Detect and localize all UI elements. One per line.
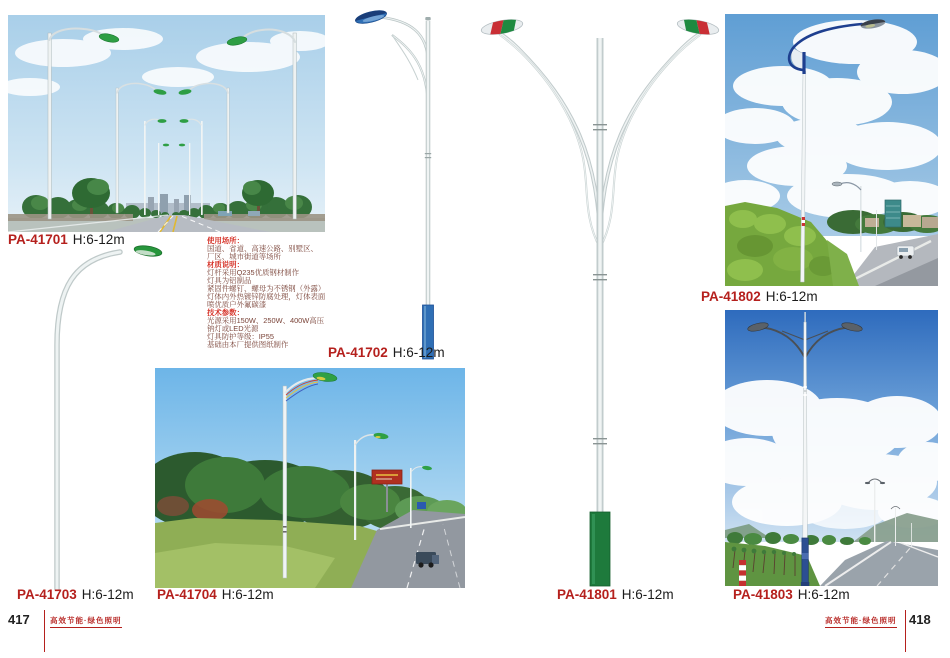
product-height: H:6-12m: [221, 587, 274, 602]
double-arm-lamp: [478, 8, 722, 588]
product-code: PA-41801: [557, 587, 617, 602]
spec-text-block: [207, 237, 343, 349]
product-photo-pa41802: [725, 14, 938, 286]
footer-divider-right: [905, 610, 906, 652]
product-height: H:6-12m: [392, 345, 445, 360]
road: [820, 541, 938, 586]
product-code: PA-41703: [17, 587, 77, 602]
lamp-drawing-pa41702: [350, 5, 460, 360]
product-photo-pa41704: [155, 368, 465, 588]
spec-line: 灯体内外热镀锌防腐处理，灯体表面: [207, 292, 326, 301]
product-label-pa41702: [328, 345, 445, 360]
spec-section-title: 材质说明：: [207, 260, 244, 269]
product-photo-pa41701: [8, 15, 325, 232]
spec-line: 灯具防护等级：IP55: [207, 332, 274, 341]
page-number-left: 417: [8, 612, 30, 627]
product-height: H:6-12m: [72, 232, 125, 247]
roadside-scene: [725, 14, 938, 286]
lamp-head: [354, 8, 388, 26]
spec-line: 喷优质户外氟碳漆: [207, 300, 267, 309]
road-sign: [417, 502, 426, 509]
spec-line: 紧固件螺钉、螺母为不锈钢（外露）: [207, 284, 326, 293]
product-code: PA-41803: [733, 587, 793, 602]
bollard: [739, 560, 746, 586]
spec-line: 基础由本厂提供图纸制作: [207, 340, 289, 349]
arm-scrollwork: [378, 17, 428, 110]
product-height: H:6-12m: [81, 587, 134, 602]
spec-section-title: 使用场所：: [207, 236, 244, 245]
product-label-pa41703: [17, 587, 134, 602]
spec-line: 灯杆采用Q235优质钢材制作: [207, 268, 299, 277]
single-arm-lamp-blue: [350, 5, 460, 360]
spec-line: 国道、省道、高速公路、别墅区、: [207, 244, 318, 253]
highway-scene: [155, 368, 465, 588]
country-road-scene: [725, 310, 938, 586]
spec-section-title: 技术参数：: [207, 308, 244, 317]
product-height: H:6-12m: [765, 289, 818, 304]
product-code: PA-41702: [328, 345, 388, 360]
product-height: H:6-12m: [797, 587, 850, 602]
spec-line: 钠灯或LED光源: [207, 324, 259, 333]
product-code: PA-41802: [701, 289, 761, 304]
avenue-scene: [8, 15, 325, 232]
footer-slogan-right: 高效节能·绿色照明: [825, 615, 897, 628]
product-label-pa41803: [733, 587, 850, 602]
lamp-head: [133, 244, 162, 258]
product-code: PA-41701: [8, 232, 68, 247]
product-label-pa41704: [157, 587, 274, 602]
pole: [425, 17, 431, 305]
pole-and-arm: [57, 252, 120, 589]
grass: [155, 518, 387, 588]
footer-slogan-left: 高效节能·绿色照明: [50, 615, 122, 628]
product-code: PA-41704: [157, 587, 217, 602]
pole-base: [590, 512, 610, 586]
footer-divider-left: [44, 610, 45, 652]
product-photo-pa41803: [725, 310, 938, 586]
product-label-pa41802: [701, 289, 818, 304]
spec-line: 光源采用150W、250W、400W高压: [207, 316, 325, 325]
page-number-right: 418: [909, 612, 931, 627]
product-height: H:6-12m: [621, 587, 674, 602]
pole: [593, 38, 607, 512]
spec-line: 厂区、城市街道等场所: [207, 252, 281, 261]
product-label-pa41801: [557, 587, 674, 602]
clouds: [725, 380, 938, 529]
lamp-drawing-pa41801: [478, 8, 722, 588]
spec-line: 灯具为铝制品: [207, 276, 252, 285]
